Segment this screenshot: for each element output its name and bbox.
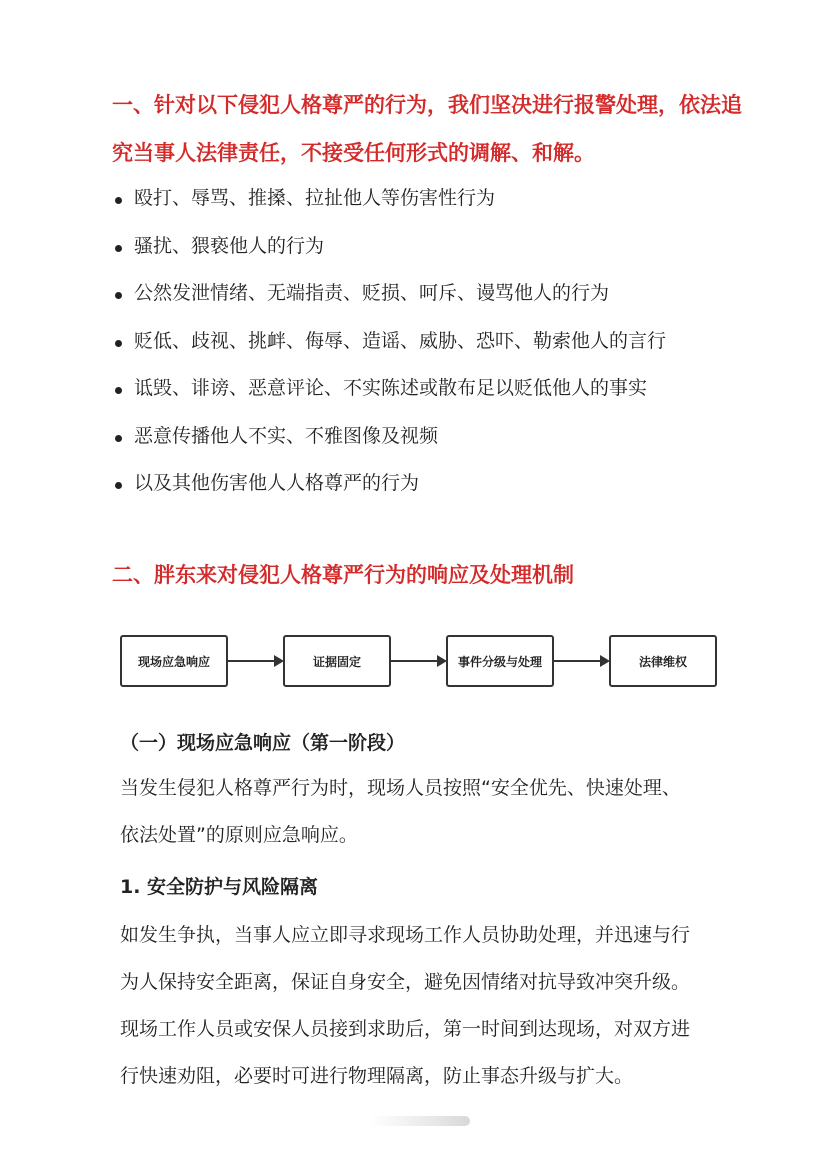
bullet-dot-icon: [115, 292, 122, 299]
section1-heading-line2: 究当事人法律责任，不接受任何形式的调解、和解。: [112, 141, 595, 165]
point1-line: 为人保持安全距离，保证自身安全，避免因情绪对抗导致冲突升级。: [120, 971, 691, 993]
flow-step-legal: 法律维权: [609, 635, 717, 687]
list-item: [112, 421, 772, 469]
point1-line: 行快速劝阻，必要时可进行物理隔离，防止事态升级与扩大。: [120, 1065, 634, 1087]
bullet-dot-icon: [115, 245, 122, 252]
list-item-text: 诋毁、诽谤、恶意评论、不实陈述或散布足以贬低他人的事实: [134, 377, 648, 399]
process-flow-diagram: [120, 635, 722, 691]
list-item-text: 以及其他伤害他人人格尊严的行为: [134, 472, 420, 494]
stage1-intro: [120, 765, 740, 859]
bullet-dot-icon: [115, 197, 122, 204]
list-item-text: 贬低、歧视、挑衅、侮辱、造谣、威胁、恐吓、勒索他人的言行: [134, 329, 667, 352]
bullet-dot-icon: [115, 340, 122, 347]
list-item-text: 骚扰、猥亵他人的行为: [134, 234, 325, 257]
bullet-dot-icon: [115, 482, 122, 489]
list-item: [112, 468, 772, 516]
list-item: [112, 183, 772, 231]
bullet-dot-icon: [115, 435, 122, 442]
offense-list: [112, 183, 772, 516]
list-item: [112, 326, 772, 374]
point1-body: [120, 912, 740, 1100]
stage1-intro-line2: 依法处置”的原则应急响应。: [120, 824, 358, 846]
stage1-heading: （一）现场应急响应（第一阶段）: [120, 732, 406, 754]
flow-step-evidence: 证据固定: [283, 635, 391, 687]
bullet-dot-icon: [115, 387, 122, 394]
section1-heading-line1: 一、针对以下侵犯人格尊严的行为，我们坚决进行报警处理，依法追: [112, 93, 742, 117]
flow-arrow-icon: [554, 660, 608, 662]
flow-arrow-icon: [391, 660, 445, 662]
flow-step-emergency-response: 现场应急响应: [120, 635, 228, 687]
flow-step-classification: 事件分级与处理: [446, 635, 554, 687]
list-item-text: 恶意传播他人不实、不雅图像及视频: [134, 424, 439, 447]
list-item-text: 公然发泄情绪、无端指责、贬损、呵斥、谩骂他人的行为: [134, 282, 610, 304]
point1-line: 现场工作人员或安保人员接到求助后，第一时间到达现场，对双方进: [120, 1018, 691, 1040]
list-item: [112, 231, 772, 279]
flow-arrow-icon: [228, 660, 282, 662]
list-item-text: 殴打、辱骂、推搡、拉扯他人等伤害性行为: [134, 187, 496, 209]
scroll-indicator[interactable]: [370, 1116, 470, 1126]
point1-heading: 1. 安全防护与风险隔离: [120, 876, 319, 898]
stage1-intro-line1: 当发生侵犯人格尊严行为时，现场人员按照“安全优先、快速处理、: [120, 777, 681, 799]
list-item: [112, 278, 772, 326]
point1-line: 如发生争执，当事人应立即寻求现场工作人员协助处理，并迅速与行: [120, 924, 691, 946]
section2-heading: 二、胖东来对侵犯人格尊严行为的响应及处理机制: [112, 563, 574, 587]
list-item: [112, 373, 772, 421]
